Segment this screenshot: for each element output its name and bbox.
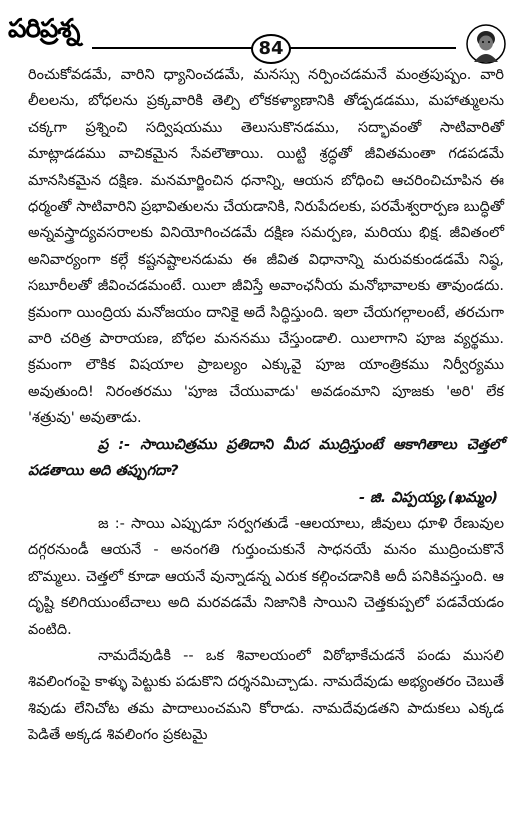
page-body [28, 62, 504, 749]
body-paragraph: రించుకోవడమే, వారిని ధ్యానించడమే, మనస్సు నర్పించడమనే మంత్రపుష్పం. వారి లీలలను, బోధలను ప్రక్కవారికి తెల్పి లోకకళ్యాణానికి తోడ్పడడము, మహాత్ములను చక్కగా ప్రశ్నించి సద్విషయము తెలుసుకొనడము, సద్భావంతో సాటివారితో మాట్లాడడము వాచికమైన సేవలౌతాయి. యిట్టి శ్రద్ధతో జీవితమంతా గడపడమే మానసికమైన దక్షిణ. మనమార్జించిన ధనాన్ని, ఆయన బోధించి ఆచరించిచూపిన ఈ ధర్మంతో సాటివారిని ప్రభావితులను చేయడానికి, నిరుపేదలకు, పరమేశ్వరార్పణ బుద్ధితో అన్నవస్త్రాద్యవసరాలకు వినియోగించడమే దక్షిణ సమర్పణ, మరియు భిక్ష. జీవితంలో అనివార్యంగా కల్గే కష్టనష్టాలనడుమ ఈ జీవిత విధానాన్ని మరువకుండడమే నిష్ఠ, సబూరీలతో జీవించడమంటే. యిలా జీవిస్తే అవాంఛనీయ మనోభావాలకు తావుండదు. క్రమంగా యింద్రియ మనోజయం దానికై అదే సిద్ధిస్తుంది. ఇలా చేయగల్గాలంటే, తరచుగా వారి చరిత్ర పారాయణ, బోధల మననము చేస్తుండాలి. యిలాగాని పూజ వ్యర్థము. క్రమంగా లౌకిక విషయాల ప్రాబల్యం ఎక్కువై పూజ యాంత్రికము నిర్వీర్యము అవుతుంది! నిరంతరము 'పూజ చేయువాడు' అవడంమాని పూజకు 'అరి' లేక 'శత్రువు' అవుతాడు. [28, 67, 504, 427]
body-paragraph: నామదేవుడికి -- ఒక శివాలయంలో విఠోభాకేచుడనే పండు ముసలి శివలింగంపై కాళ్ళు పెట్టుకు పడుకొని దర్శనమిచ్చాడు. నామదేవుడు అభ్యంతరం చెబుతే శివుడు లేనిచోట తమ పాదాలుంచమని కోరాడు. నామదేవుడతని పాదుకలు ఎక్కడ పెడితే అక్కడ శివలింగం ప్రకటమై [28, 647, 504, 744]
portrait-icon [466, 24, 506, 64]
page-number: 84 [251, 34, 291, 64]
running-title: పరిప్రశ్న [8, 14, 80, 44]
page-header [0, 0, 520, 62]
question-text: ప్ర :- సాయిచిత్రము ప్రతిదాని మీద ముద్రిస్తుంటే ఆకాగితాలు చెత్తలో పడతాయి అది తప్పుగదా? [28, 436, 504, 480]
answer-text: జ :- సాయి ఎప్పుడూ సర్వగతుడే -ఆలయాలు, జీవులు ధూళి రేణువుల దగ్గరనుండీ ఆయనే - అనంగతి గుర్తుంచుకునే సాధనయే మనం ముద్రించుకొనే బొమ్మలు. చెత్తలో కూడా ఆయనే వున్నాడన్న ఎరుక కల్గించడానికి అదీ పనికివస్తుంది. ఆ దృష్టి కలిగియుంటేచాలు అది మరవడమే నిజానికి సాయిని చెత్తకుప్పలో పడవేయడం వంటిది. [28, 515, 504, 638]
question-attribution: - జి. విప్పయ్య,(ఖమ్మం) [358, 489, 498, 506]
